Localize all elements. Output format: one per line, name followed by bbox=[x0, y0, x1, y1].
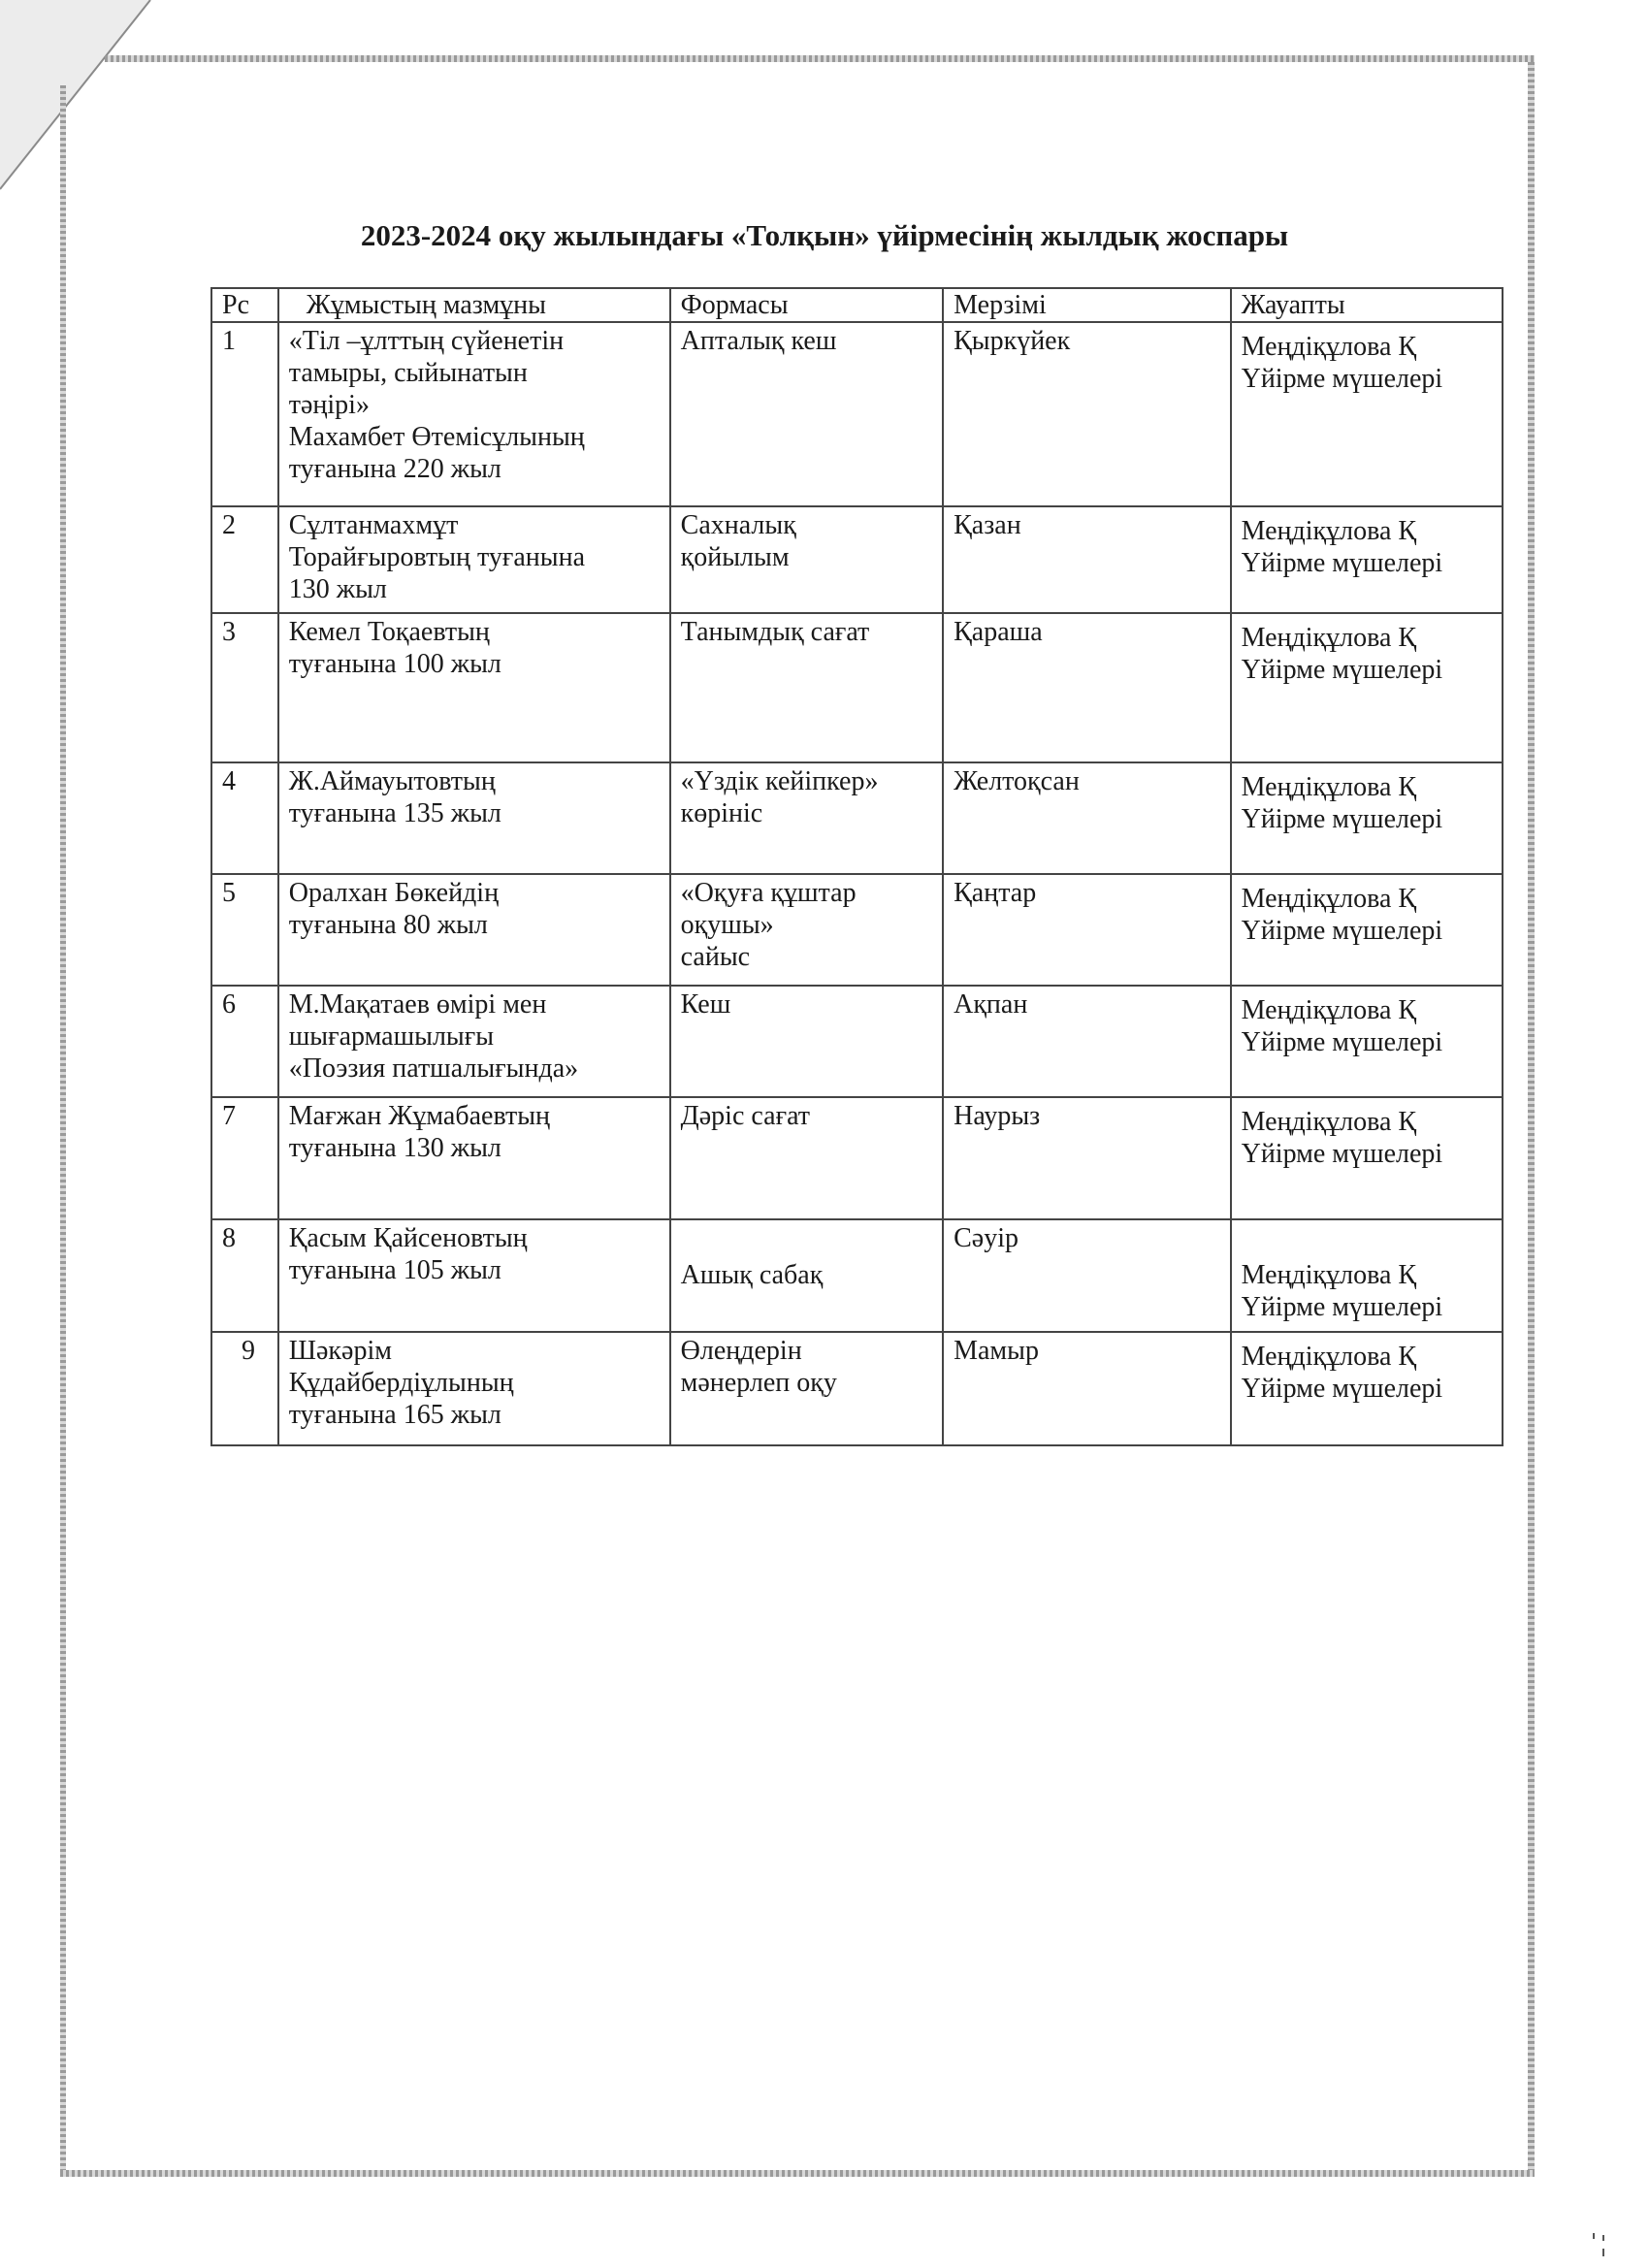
cell-line: Үйірме мүшелері bbox=[1241, 1027, 1443, 1057]
table-row bbox=[211, 986, 1503, 1097]
cell-line: Үйірме мүшелері bbox=[1241, 916, 1443, 946]
cell-line: туғанына 135 жыл bbox=[288, 798, 501, 828]
cell-line: Үйірме мүшелері bbox=[1241, 364, 1443, 394]
table-body bbox=[211, 322, 1503, 1445]
cell-number: 5 bbox=[211, 874, 278, 986]
cell-line: сайыс bbox=[680, 942, 751, 972]
cell-content bbox=[278, 986, 670, 1097]
cell-line: оқушы» bbox=[680, 910, 774, 940]
cell-line: Оралхан Бөкейдің bbox=[288, 878, 500, 908]
cell-content bbox=[278, 322, 670, 506]
header-content: Жұмыстың мазмұны bbox=[278, 288, 670, 322]
cell-content bbox=[278, 1332, 670, 1445]
cell-form bbox=[670, 506, 943, 613]
cell-number: 9 bbox=[211, 1332, 278, 1445]
cell-responsible bbox=[1231, 613, 1503, 762]
document-title: 2023-2024 оқу жылындағы «Толқын» үйірмесінің жылдық жоспары bbox=[360, 218, 1289, 252]
cell-line: Махамбет Өтемісұлының bbox=[288, 422, 585, 452]
cell-line: Меңдіқұлова Қ bbox=[1241, 1107, 1417, 1137]
table-row bbox=[211, 874, 1503, 986]
cell-line: 130 жыл bbox=[288, 574, 387, 604]
cell-number: 8 bbox=[211, 1219, 278, 1332]
cell-line: «Үздік кейіпкер» bbox=[680, 766, 879, 796]
cell-line: М.Мақатаев өмірі мен bbox=[288, 989, 547, 1020]
cell-number: 7 bbox=[211, 1097, 278, 1219]
cell-line: «Оқуға құштар bbox=[680, 878, 857, 908]
cell-line: Үйірме мүшелері bbox=[1241, 1292, 1443, 1322]
cell-date: Қараша bbox=[943, 613, 1230, 762]
cell-line: «Тіл –ұлттың сүйенетін bbox=[288, 326, 565, 356]
cell-date: Ақпан bbox=[943, 986, 1230, 1097]
page-border-left bbox=[60, 85, 66, 2173]
cell-line: тамыры, сыйынатын bbox=[288, 358, 528, 388]
cell-date: Мамыр bbox=[943, 1332, 1230, 1445]
page-border-bottom bbox=[60, 2170, 1535, 2177]
cell-date: Наурыз bbox=[943, 1097, 1230, 1219]
table-header-row bbox=[211, 288, 1503, 322]
cell-content bbox=[278, 1097, 670, 1219]
page-border-top bbox=[105, 55, 1535, 62]
cell-line: Торайғыровтың туғанына bbox=[288, 542, 586, 572]
cell-line: көрініс bbox=[680, 798, 763, 828]
cell-line: Дәріс сағат bbox=[680, 1101, 811, 1131]
cell-line: туғанына 165 жыл bbox=[288, 1400, 501, 1430]
table-row bbox=[211, 1219, 1503, 1332]
cell-number: 3 bbox=[211, 613, 278, 762]
cell-line: Сахналық bbox=[680, 510, 796, 540]
cell-form bbox=[670, 1219, 943, 1332]
cell-line: Меңдіқұлова Қ bbox=[1241, 995, 1417, 1025]
cell-responsible bbox=[1231, 1332, 1503, 1445]
cell-date: Қыркүйек bbox=[943, 322, 1230, 506]
cell-line: Кемел Тоқаевтың bbox=[288, 617, 490, 647]
cell-line: Танымдық сағат bbox=[680, 617, 870, 647]
cell-responsible bbox=[1231, 1097, 1503, 1219]
cell-line: Үйірме мүшелері bbox=[1241, 1374, 1443, 1404]
cell-line: тәңірі» bbox=[288, 390, 370, 420]
cell-line: Меңдіқұлова Қ bbox=[1241, 772, 1417, 802]
cell-line: Құдайбердіұлының bbox=[288, 1368, 514, 1398]
cell-line: туғанына 130 жыл bbox=[288, 1133, 501, 1163]
cell-line: Меңдіқұлова Қ bbox=[1241, 623, 1417, 653]
cell-date: Сәуір bbox=[943, 1219, 1230, 1332]
cell-responsible bbox=[1231, 506, 1503, 613]
cell-line: туғанына 220 жыл bbox=[288, 454, 501, 484]
cell-line: Ашық сабақ bbox=[680, 1260, 824, 1290]
cell-number: 2 bbox=[211, 506, 278, 613]
cell-line: Меңдіқұлова Қ bbox=[1241, 884, 1417, 914]
header-responsible: Жауапты bbox=[1231, 288, 1503, 322]
cell-date: Желтоқсан bbox=[943, 762, 1230, 874]
page-corner-fold bbox=[0, 0, 155, 194]
cell-line: Апталық кеш bbox=[680, 326, 837, 356]
cell-line: қойылым bbox=[680, 542, 790, 572]
table-row bbox=[211, 1332, 1503, 1445]
cell-content bbox=[278, 762, 670, 874]
cell-form bbox=[670, 762, 943, 874]
table-row bbox=[211, 1097, 1503, 1219]
cell-line: Меңдіқұлова Қ bbox=[1241, 1260, 1417, 1290]
cell-line: шығармашылығы bbox=[288, 1021, 495, 1052]
cell-date: Қаңтар bbox=[943, 874, 1230, 986]
cell-line: Өлеңдерін bbox=[680, 1336, 802, 1366]
page-border-right bbox=[1528, 62, 1535, 2173]
cell-content bbox=[278, 506, 670, 613]
cell-form bbox=[670, 874, 943, 986]
cell-responsible bbox=[1231, 874, 1503, 986]
header-date: Мерзімі bbox=[943, 288, 1230, 322]
cell-form bbox=[670, 986, 943, 1097]
cell-line: «Поэзия патшалығында» bbox=[288, 1053, 579, 1084]
cell-line: туғанына 100 жыл bbox=[288, 649, 501, 679]
cell-line: Сұлтанмахмұт bbox=[288, 510, 459, 540]
scan-marks bbox=[1591, 2231, 1610, 2260]
cell-line: Ж.Аймауытовтың bbox=[288, 766, 496, 796]
cell-responsible bbox=[1231, 762, 1503, 874]
cell-content bbox=[278, 1219, 670, 1332]
cell-line: Қасым Қайсеновтың bbox=[288, 1223, 528, 1253]
table-row bbox=[211, 322, 1503, 506]
cell-line: Меңдіқұлова Қ bbox=[1241, 1342, 1417, 1372]
cell-line: Кеш bbox=[680, 989, 731, 1020]
cell-responsible bbox=[1231, 322, 1503, 506]
cell-line: Мағжан Жұмабаевтың bbox=[288, 1101, 551, 1131]
cell-line: Үйірме мүшелері bbox=[1241, 804, 1443, 834]
cell-line: Үйірме мүшелері bbox=[1241, 1139, 1443, 1169]
annual-plan-table bbox=[210, 287, 1504, 1446]
cell-number: 1 bbox=[211, 322, 278, 506]
table-row bbox=[211, 762, 1503, 874]
cell-line: Үйірме мүшелері bbox=[1241, 655, 1443, 685]
cell-number: 6 bbox=[211, 986, 278, 1097]
cell-line: туғанына 80 жыл bbox=[288, 910, 488, 940]
cell-responsible bbox=[1231, 986, 1503, 1097]
cell-content bbox=[278, 613, 670, 762]
cell-line: Шәкәрім bbox=[288, 1336, 392, 1366]
cell-line: Меңдіқұлова Қ bbox=[1241, 332, 1417, 362]
cell-form bbox=[670, 322, 943, 506]
header-form: Формасы bbox=[670, 288, 943, 322]
cell-line: мәнерлеп оқу bbox=[680, 1368, 837, 1398]
cell-date: Қазан bbox=[943, 506, 1230, 613]
cell-number: 4 bbox=[211, 762, 278, 874]
table-row bbox=[211, 506, 1503, 613]
cell-form bbox=[670, 613, 943, 762]
header-number: Рс bbox=[211, 288, 278, 322]
cell-responsible bbox=[1231, 1219, 1503, 1332]
cell-line: туғанына 105 жыл bbox=[288, 1255, 501, 1285]
cell-line: Меңдіқұлова Қ bbox=[1241, 516, 1417, 546]
cell-content bbox=[278, 874, 670, 986]
cell-form bbox=[670, 1097, 943, 1219]
table-row bbox=[211, 613, 1503, 762]
cell-form bbox=[670, 1332, 943, 1445]
cell-line: Үйірме мүшелері bbox=[1241, 548, 1443, 578]
